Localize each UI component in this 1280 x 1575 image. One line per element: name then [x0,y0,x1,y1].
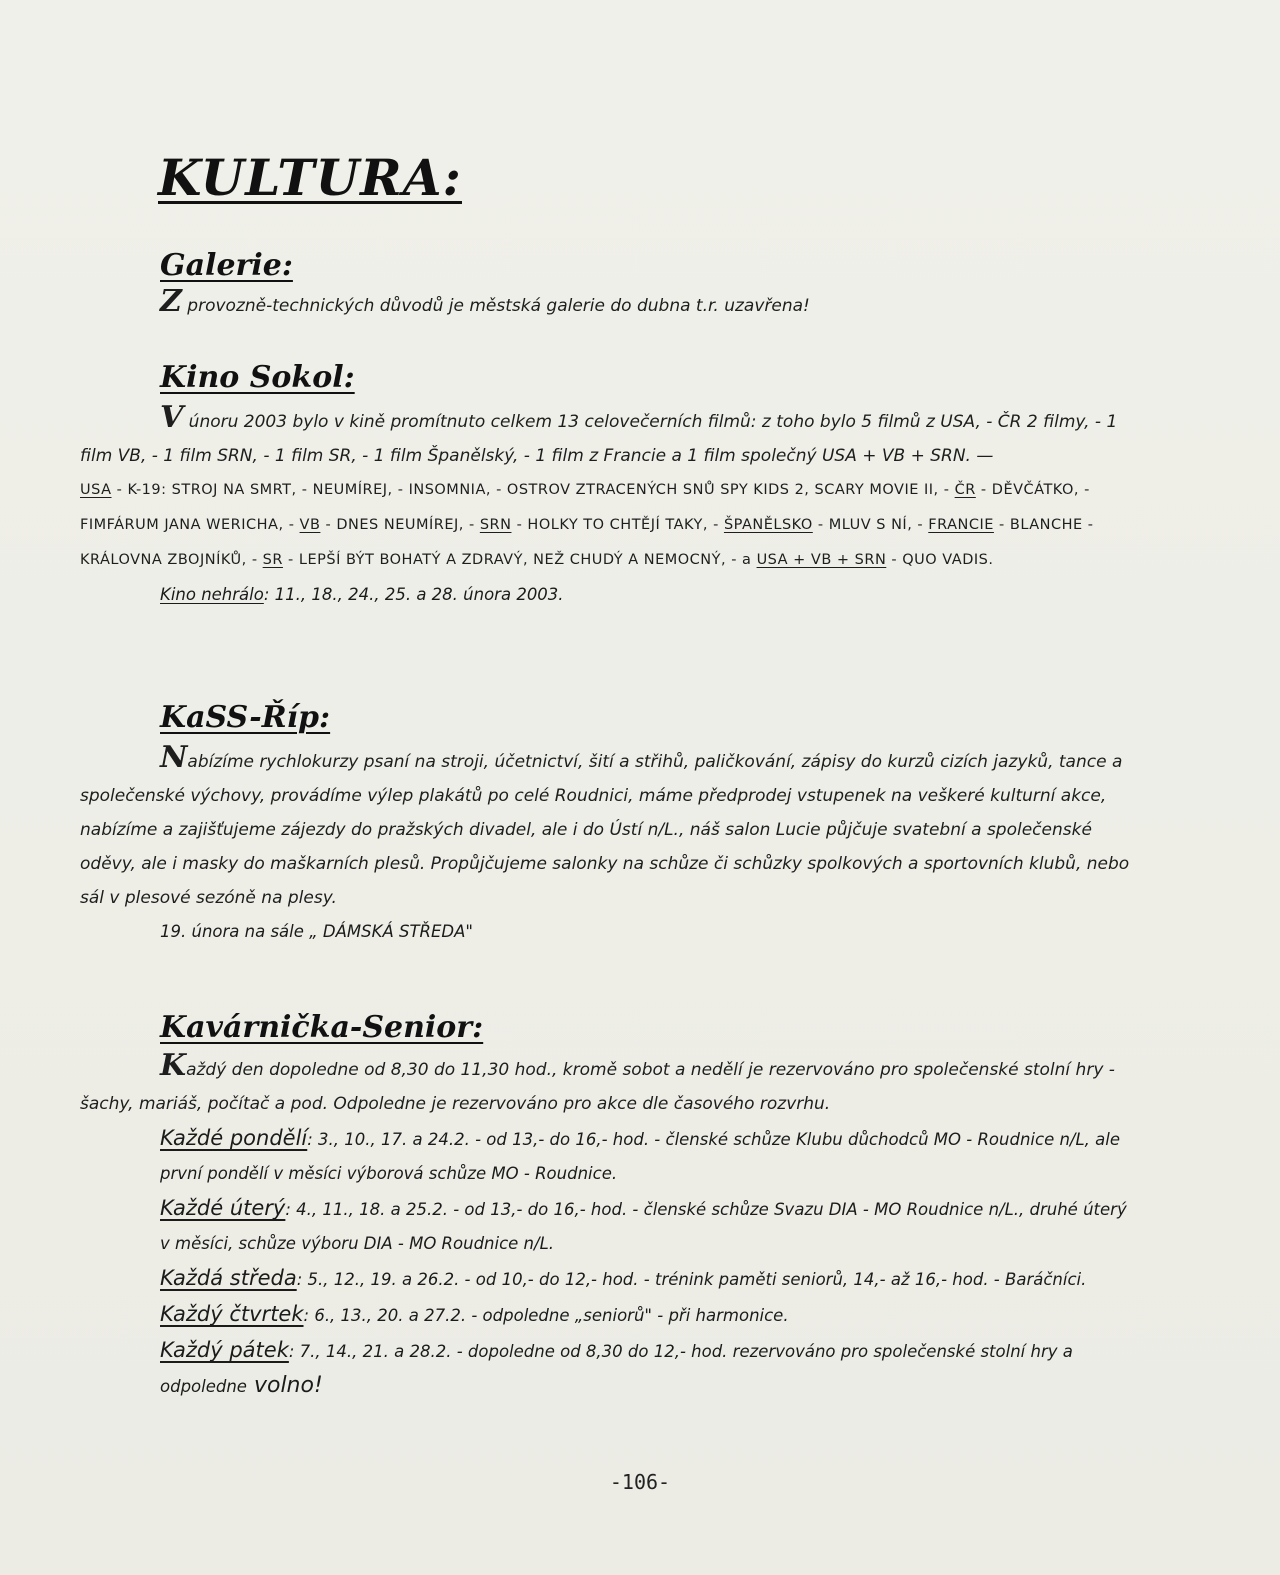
friday-text: : 7., 14., 21. a 28.2. - dopoledne od 8,30 do 12,- hod. rezervováno pro společenské stolní hry a odpoledne [160,1342,1073,1396]
heading-kavarnicka-senior: Kavárnička-Senior: [160,1010,484,1045]
label-friday: Každý pátek [160,1338,289,1362]
kass-text [80,740,1140,915]
label-wednesday: Každá středa [160,1266,297,1290]
schedule-wednesday [80,1261,1140,1297]
closed-dates: : 11., 18., 24., 25. a 28. února 2003. [263,585,564,604]
heading-kino-sokol: Kino Sokol: [160,360,355,395]
films-cr: - DĚVČÁTKO, - FIMFÁRUM JANA WERICHA, - [80,482,1090,533]
films-vb: - DNES NEUMÍREJ, - [320,517,475,533]
drop-cap: Z [160,284,182,319]
label-vb: VB [299,517,321,533]
schedule-tuesday [80,1191,1140,1261]
films-coproduction: - QUO VADIS. [886,552,994,568]
galerie-sentence: provozně-technických důvodů je městská galerie do dubna t.r. uzavřena! [181,296,810,316]
page-title: KULTURA: [158,148,462,207]
drop-cap: N [160,740,188,775]
label-coproduction: USA + VB + SRN [756,552,887,568]
kino-intro [80,400,1140,473]
label-spanelsko: ŠPANĚLSKO [723,517,813,533]
label-usa: USA [80,482,112,498]
senior-intro [80,1048,1140,1121]
films-francie: - BLANCHE - KRÁLOVNA ZBOJNÍKŮ, - [80,517,1094,568]
schedule-thursday [80,1297,1140,1333]
section-kavarnicka-senior [80,1010,1140,1404]
label-kino-nehralo: Kino nehrálo [160,585,264,604]
label-srn: SRN [479,517,512,533]
drop-cap: K [160,1048,187,1083]
films-sr: - LEPŠÍ BÝT BOHATÝ A ZDRAVÝ, NEŽ CHUDÝ A NEMOCNÝ, - a [282,552,752,568]
thursday-text: : 6., 13., 20. a 27.2. - odpoledne „seniorů" - při harmonice. [303,1306,789,1325]
galerie-text [80,284,1140,323]
section-kino-sokol [80,360,1140,612]
schedule-monday [80,1121,1140,1191]
page-number: -106- [609,1470,671,1494]
wednesday-text: : 5., 12., 19. a 26.2. - od 10,- do 12,- hod. - trénink paměti seniorů, 14,- až 16,- hod. - Baráčníci. [296,1270,1087,1289]
section-galerie [80,248,1140,323]
kino-intro-text: únoru 2003 bylo v kině promítnuto celkem 13 celovečerních filmů: z toho bylo 5 filmů z USA, - ČR 2 filmy, - 1 film VB, - 1 film SRN, - 1 film SR, - 1 film Španělský, - 1 film z Francie a 1 film společný USA + VB + SRN. — [80,412,1118,466]
films-spanelsko: - MLUV S NÍ, - [812,517,924,533]
label-sr: SR [262,552,283,568]
section-kass-rip [80,700,1140,949]
monday-text: : 3., 10., 17. a 24.2. - od 13,- do 16,- hod. - členské schůze Klubu důchodců MO - Roudnice n/L, ale první pondělí v měsíci výborová schůze MO - Roudnice. [160,1130,1121,1183]
kino-closed-days [80,578,1140,612]
label-tuesday: Každé úterý [160,1196,286,1220]
heading-kass-rip: KaSS-Říp: [160,700,331,735]
senior-intro-text: aždý den dopoledne od 8,30 do 11,30 hod., kromě sobot a nedělí je rezervováno pro společenské stolní hry - šachy, mariáš, počítač a pod. Odpoledne je rezervováno pro akce dle časového rozvrhu. [80,1060,1115,1114]
tuesday-text: : 4., 11., 18. a 25.2. - od 13,- do 16,- hod. - členské schůze Svazu DIA - MO Roudnice n/L., druhé úterý v měsíci, schůze výboru DIA - MO Roudnice n/L. [160,1200,1127,1253]
films-srn: - HOLKY TO CHTĚJÍ TAKY, - [511,517,719,533]
kino-film-list [80,473,1140,578]
kass-sentence: abízíme rychlokurzy psaní na stroji, účetnictví, šití a střihů, paličkování, zápisy do kurzů cizích jazyků, tance a společenské výchovy, provádíme výlep plakátů po celé Roudnici, máme předprodej vstupenek na veškeré kulturní akce, nabízíme a zajišťujeme zájezdy do pražských divadel, ale i do Ústí n/L., náš salon Lucie půjčuje svatební a společenské oděvy, ale i masky do maškarních plesů. Propůjčujeme salonky na schůze či schůzky spolkových a sportovních klubů, nebo sál v plesové sezóně na plesy. [80,752,1130,908]
schedule-friday [80,1333,1140,1404]
heading-galerie: Galerie: [160,248,293,283]
label-francie: FRANCIE [928,517,994,533]
kass-event: 19. února na sále „ DÁMSKÁ STŘEDA" [160,922,474,941]
label-thursday: Každý čtvrtek [160,1302,304,1326]
friday-end: volno! [246,1373,323,1398]
label-monday: Každé pondělí [160,1126,308,1150]
films-usa: - K-19: STROJ NA SMRT, - NEUMÍREJ, - INSOMNIA, - OSTROV ZTRACENÝCH SNŮ SPY KIDS 2, SCARY MOVIE II, - [111,482,950,498]
drop-cap: V [160,400,184,435]
label-cr: ČR [954,482,976,498]
